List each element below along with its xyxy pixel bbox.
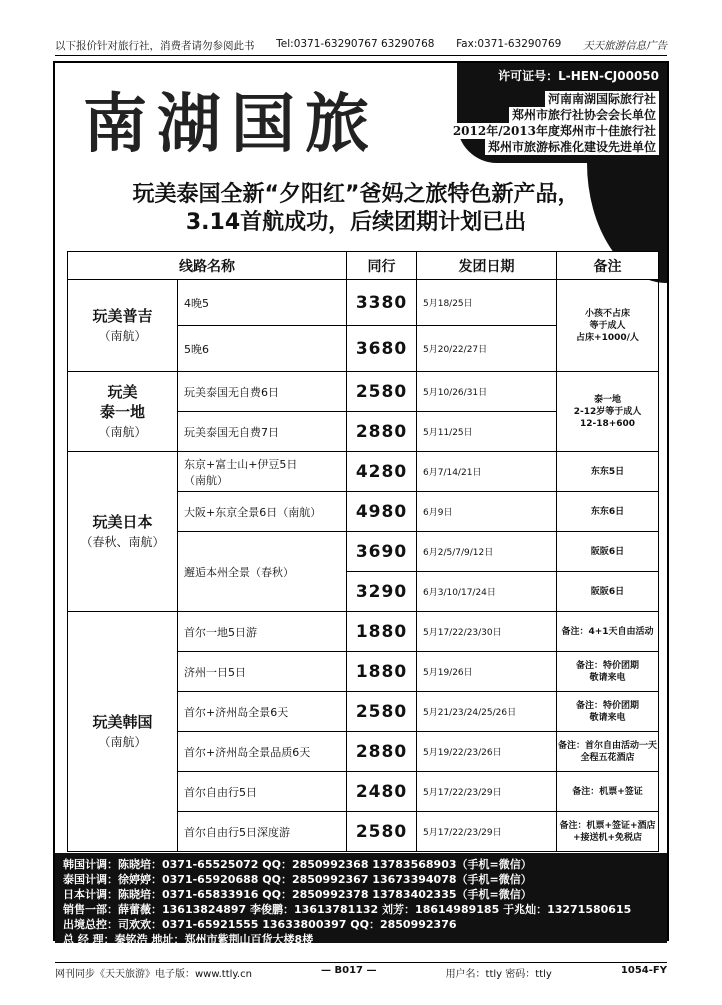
bottom-bar	[55, 962, 667, 980]
note-cell: 备注：机票+签证	[557, 772, 659, 812]
website-text: 网刊同步《天天旅游》电子版：www.ttly.cn	[55, 969, 252, 980]
price-cell: 2580	[347, 692, 417, 732]
date-cell: 5月17/22/23/29日	[417, 812, 557, 852]
contact-line: 韩国计调：陈晓培：0371-65525072 QQ：2850992368 13783568903（手机=微信）	[63, 858, 532, 871]
table-row	[68, 612, 659, 652]
col-header-note: 备注	[557, 252, 659, 280]
category-name: 玩美韩国	[92, 712, 153, 731]
route-cell: 邂逅本州全景（春秋）	[178, 532, 347, 612]
logo: 南湖国旅	[83, 87, 379, 162]
tag-text: 天天旅游信息广告	[582, 40, 667, 52]
fax-text: Fax:0371-63290769	[456, 38, 562, 50]
category-sub: （南航）	[98, 424, 147, 439]
note-cell: 阪阪6日	[557, 572, 659, 612]
header	[55, 63, 667, 175]
date-cell: 5月10/26/31日	[417, 372, 557, 412]
page-number: — B017 —	[321, 965, 377, 976]
col-header-date: 发团日期	[417, 252, 557, 280]
category-sub: （春秋、南航）	[80, 534, 165, 549]
price-cell: 2880	[347, 732, 417, 772]
note-cell: 阪阪6日	[557, 532, 659, 572]
tel-text: Tel:0371-63290767 63290768	[276, 38, 435, 50]
price-cell: 3380	[347, 280, 417, 326]
header-line: 郑州市旅游标准化建设先进单位	[485, 139, 659, 155]
date-cell: 6月3/10/17/24日	[417, 572, 557, 612]
contact-line: 出境总控：司欢欢：0371-65921555 13633800397 QQ：2850992376	[63, 918, 457, 931]
contact-line: 泰国计调：徐婷婷：0371-65920688 QQ：2850992367 13673394078（手机=微信）	[63, 873, 532, 886]
note-cell: 备注：特价团期 敬请来电	[557, 692, 659, 732]
table-row	[68, 452, 659, 492]
date-cell: 5月21/23/24/25/26日	[417, 692, 557, 732]
col-header-price: 同行	[347, 252, 417, 280]
header-line: 2012年/2013年度郑州市十佳旅行社	[450, 123, 659, 139]
table-header-row	[68, 252, 659, 280]
category-cell	[68, 280, 178, 372]
price-cell: 4280	[347, 452, 417, 492]
note-cell: 备注：4+1天自由活动	[557, 612, 659, 652]
note-cell: 泰一地 2-12岁等于成人 12-18+600	[557, 372, 659, 452]
route-cell: 5晚6	[178, 326, 347, 372]
route-cell: 首尔一地5日游	[178, 612, 347, 652]
note-cell: 备注：机票+签证+酒店 +接送机+免税店	[557, 812, 659, 852]
date-cell: 5月20/22/27日	[417, 326, 557, 372]
category-cell	[68, 612, 178, 852]
route-cell: 大阪+东京全景6日（南航）	[178, 492, 347, 532]
route-cell: 东京+富士山+伊豆5日 （南航）	[178, 452, 347, 492]
route-cell: 首尔+济州岛全景6天	[178, 692, 347, 732]
price-cell: 4980	[347, 492, 417, 532]
route-cell: 济州一日5日	[178, 652, 347, 692]
note-cell: 东东5日	[557, 452, 659, 492]
header-line: 郑州市旅行社协会会长单位	[509, 107, 659, 123]
contact-line: 总 经 理：秦铭浩 地址：郑州市紫荆山百货大楼8楼	[63, 933, 314, 946]
price-cell: 2580	[347, 372, 417, 412]
date-cell: 5月19/26日	[417, 652, 557, 692]
note-cell: 备注：特价团期 敬请来电	[557, 652, 659, 692]
date-cell: 6月9日	[417, 492, 557, 532]
license: 许可证号：L-HEN-CJ00050	[498, 69, 659, 83]
category-name: 玩美日本	[92, 512, 153, 531]
header-line: 河南南湖国际旅行社	[545, 91, 659, 107]
date-cell: 6月7/14/21日	[417, 452, 557, 492]
note-cell: 东东6日	[557, 492, 659, 532]
route-cell: 玩美泰国无自费6日	[178, 372, 347, 412]
header-lines	[450, 91, 659, 155]
col-header-route: 线路名称	[68, 252, 347, 280]
contact-line: 日本计调：陈晓培：0371-65833916 QQ：2850992378 13783402335（手机=微信）	[63, 888, 532, 901]
route-cell: 玩美泰国无自费7日	[178, 412, 347, 452]
category-sub: （南航）	[98, 734, 147, 749]
contacts-block	[55, 853, 667, 946]
login-text: 用户名：ttly 密码：ttly	[445, 969, 552, 980]
price-cell: 3290	[347, 572, 417, 612]
date-cell: 5月19/22/23/26日	[417, 732, 557, 772]
price-cell: 1880	[347, 652, 417, 692]
price-table	[67, 251, 659, 852]
contact-line: 销售一部：薛蕾薇：13613824897 李俊鹏：13613781132 刘芳：18614989185 于兆灿：13271580615	[63, 903, 632, 916]
date-cell: 5月18/25日	[417, 280, 557, 326]
price-cell: 2580	[347, 812, 417, 852]
route-cell: 首尔自由行5日深度游	[178, 812, 347, 852]
table-row	[68, 280, 659, 326]
headline-line: 3.14首航成功，后续团期计划已出	[185, 210, 527, 235]
route-cell: 首尔自由行5日	[178, 772, 347, 812]
price-cell: 3680	[347, 326, 417, 372]
note-cell: 备注：首尔自由活动一天 全程五花酒店	[557, 732, 659, 772]
category-name: 玩美普吉	[92, 306, 153, 325]
issue-number: 1054-FY	[620, 965, 667, 976]
price-cell: 3690	[347, 532, 417, 572]
top-bar	[55, 38, 667, 56]
date-cell: 6月2/5/7/9/12日	[417, 532, 557, 572]
price-cell: 2480	[347, 772, 417, 812]
route-cell: 4晚5	[178, 280, 347, 326]
date-cell: 5月17/22/23/29日	[417, 772, 557, 812]
date-cell: 5月11/25日	[417, 412, 557, 452]
ad-frame	[53, 61, 669, 946]
category-name: 玩美 泰一地	[99, 382, 145, 421]
date-cell: 5月17/22/23/30日	[417, 612, 557, 652]
price-cell: 2880	[347, 412, 417, 452]
category-cell	[68, 452, 178, 612]
headline-line: 玩美泰国全新“夕阳红”爸妈之旅特色新产品，	[132, 182, 580, 207]
table-row	[68, 372, 659, 412]
price-cell: 1880	[347, 612, 417, 652]
route-cell: 首尔+济州岛全景品质6天	[178, 732, 347, 772]
category-sub: （南航）	[98, 328, 147, 343]
note-cell: 小孩不占床 等于成人 占床+1000/人	[557, 280, 659, 372]
headline	[65, 181, 647, 237]
category-cell	[68, 372, 178, 452]
notice-text: 以下报价针对旅行社，消费者请勿参阅此书	[55, 40, 255, 52]
